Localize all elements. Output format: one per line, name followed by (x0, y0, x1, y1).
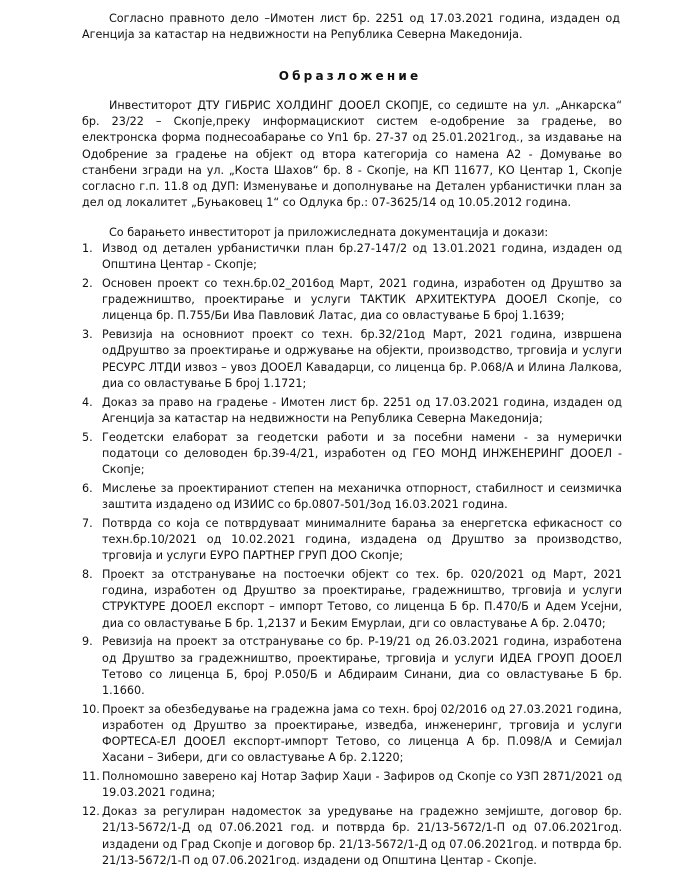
top-paragraph: Согласно правното дело –Имотен лист бр. 2251 од 17.03.2021 година, издаден од Агенција за катастар на недвижности на Република Северна Македонија. (82, 12, 620, 42)
list-item (82, 769, 622, 801)
list-item-number: 3. (82, 328, 93, 342)
list-item (82, 567, 622, 632)
list-item-text: Ревизија на основниот проект со техн. бр.32/21од Март, 2021 година, извршена одДруштво за проектирање и одржување на објекти, производство, трговија и услуги РЕСУРС ЛТДИ извоз – увоз ДООЕЛ Кавадарци, со лиценца бр. Р.068/А и Илина Лалкова, диа со овластување Б број 1.1721; (102, 328, 622, 390)
list-item-number: 9. (82, 635, 93, 649)
list-item-text: Ревизија на проект за отстранување со бр. Р-19/21 од 26.03.2021 година, изработена од Друштво за градежништво, проектирање, трговија и услуги ИДЕА ГРОУП ДООЕЛ Тетово со лиценца Б, број Р.050/Б и Абдираим Синани, диа со овластување Б бр. 1.1660. (102, 635, 622, 698)
list-item (82, 634, 622, 699)
list-item-text: Основен проект со техн.бр.02_2016од Март, 2021 година, изработен од Друштво за градежништво, проектирање и услуги ТАКТИК АРХИТЕКТУРА ДООЕЛ Скопје, со лиценца бр. П.755/Би Ива Павловиќ Латас, диа со овластување Б број 1.1639; (102, 277, 622, 323)
intro-paragraph: Инвеститорот ДТУ ГИБРИС ХОЛДИНГ ДООЕЛ СКОПЈЕ, со седиште на ул. „Анкарска“ бр. 23/22 – Скопје,преку информацискиот систем е-одобрение за градење, во електронска форма поднесоабарање со Уп1 бр. 27-37 од 25.01.2021год., за издавање на Одобрение за градење на објект од втора категорија со намена А2 - Домување во станбени згради на ул. „Коста Шахов“ бр. 8 - Скопје, на КП 11677, КО Центар 1, Скопје согласно г.п. 11.8 од ДУП: Изменување и дополнување на Детален урбанистички план за дел од локалитет „Буњаковец 1“ со Одлука бр.: 07-3625/14 од 10.05.2012 година. (82, 99, 622, 210)
list-item-text: Потврда со која се потврдуваат минималните барања за енергетска ефикасност со техн.бр.10/2021 од 10.02.2021 година, издадена од Друштво за производство, трговија и услуги ЕУРО ПАРТНЕР ГРУП ДОО Скопје; (102, 516, 622, 563)
document-list (82, 241, 622, 872)
list-item-text: Мислење за проектираниот степен на механичка отпорност, стабилност и сеизмичка заштита издадено од ИЗИИС со бр.0807-501/3од 16.03.2021 година. (102, 481, 622, 512)
list-item (82, 702, 622, 767)
list-item-text: Извод од детален урбанистички план бр.27-147/2 од 13.01.2021 година, издаден од Општина Центар - Скопје; (102, 242, 622, 272)
list-item-text: Доказ за право на градење - Имотен лист бр. 2251 од 17.03.2021 година, издаден од Агенција за катастар на недвижности на Република Северна Македонија; (102, 395, 622, 425)
list-item-number: 2. (82, 277, 93, 290)
list-item-number: 11. (82, 770, 100, 784)
list-item-number: 4. (82, 395, 93, 409)
list-item-text: Проект за отстранување на постоечки објект со тех. бр. 020/2021 од Март, 2021 година, изработен од Друштво за проектирање, градежништво, трговија и услуги СТРУКТУРЕ ДООЕЛ експорт – импорт Тетово, со лиценца Б бр. П.470/Б и Адем Усејни, диа со овластување Б бр. 1,2137 и Беким Емурлаи, дги со овластување А бр. 2.0470; (102, 568, 622, 630)
section-heading: Образложение (278, 69, 422, 83)
list-item-number: 6. (82, 481, 93, 495)
list-intro: Со барањето инвеститорот ја приложиследната документација и докази: (109, 226, 549, 239)
list-item-number: 10. (82, 702, 100, 716)
list-item-number: 12. (82, 805, 100, 819)
list-item (82, 516, 622, 565)
list-item (82, 327, 622, 392)
list-item (82, 395, 622, 427)
list-item (82, 481, 622, 513)
list-item (82, 241, 622, 273)
list-item-number: 8. (82, 568, 93, 582)
list-item-number: 5. (82, 430, 93, 444)
list-item-number: 7. (82, 516, 93, 530)
list-item-text: Доказ за регулиран надоместок за уредување на градежно земјиште, договор бр. 21/13-5672/1-Д од 07.06.2021 год. и потврда бр. 21/13-5672/1-П од 07.06.2021год. издадени од Град Скопје и договор бр. 21/13-5672/1-Д од 07.06.2021год. и потврда бр. 21/13-5672/1-П од 07.06.2021год. издадени од Општина Центар - Скопје. (102, 805, 622, 867)
list-item-text: Полномошно заверено кај Нотар Зафир Хаџи - Зафиров од Скопје со УЗП 2871/2021 од 19.03.2021 година; (102, 770, 622, 800)
list-item (82, 430, 622, 479)
list-item (82, 276, 622, 325)
list-item-number: 1. (82, 242, 93, 255)
list-item-text: Проект за обезбедување на градежна јама со техн. број 02/2016 од 27.03.2021 година, изработен од Друштво за проектирање, изведба, инженеринг, трговија и услуги ФОРТЕСА-ЕЛ ДООЕЛ експорт-импорт Тетово, со лиценца А бр. П.098/А и Семијал Хасани – Зибери, дги со овластување А бр. 2.1220; (102, 702, 622, 765)
list-item-text: Геодетски елаборат за геодетски работи и за посебни намени - за нумерички податоци со деловоден бр.39-4/21, изработен од ГЕО МОНД ИНЖЕНЕРИНГ ДООЕЛ - Скопје; (102, 430, 622, 477)
list-item (82, 804, 622, 869)
